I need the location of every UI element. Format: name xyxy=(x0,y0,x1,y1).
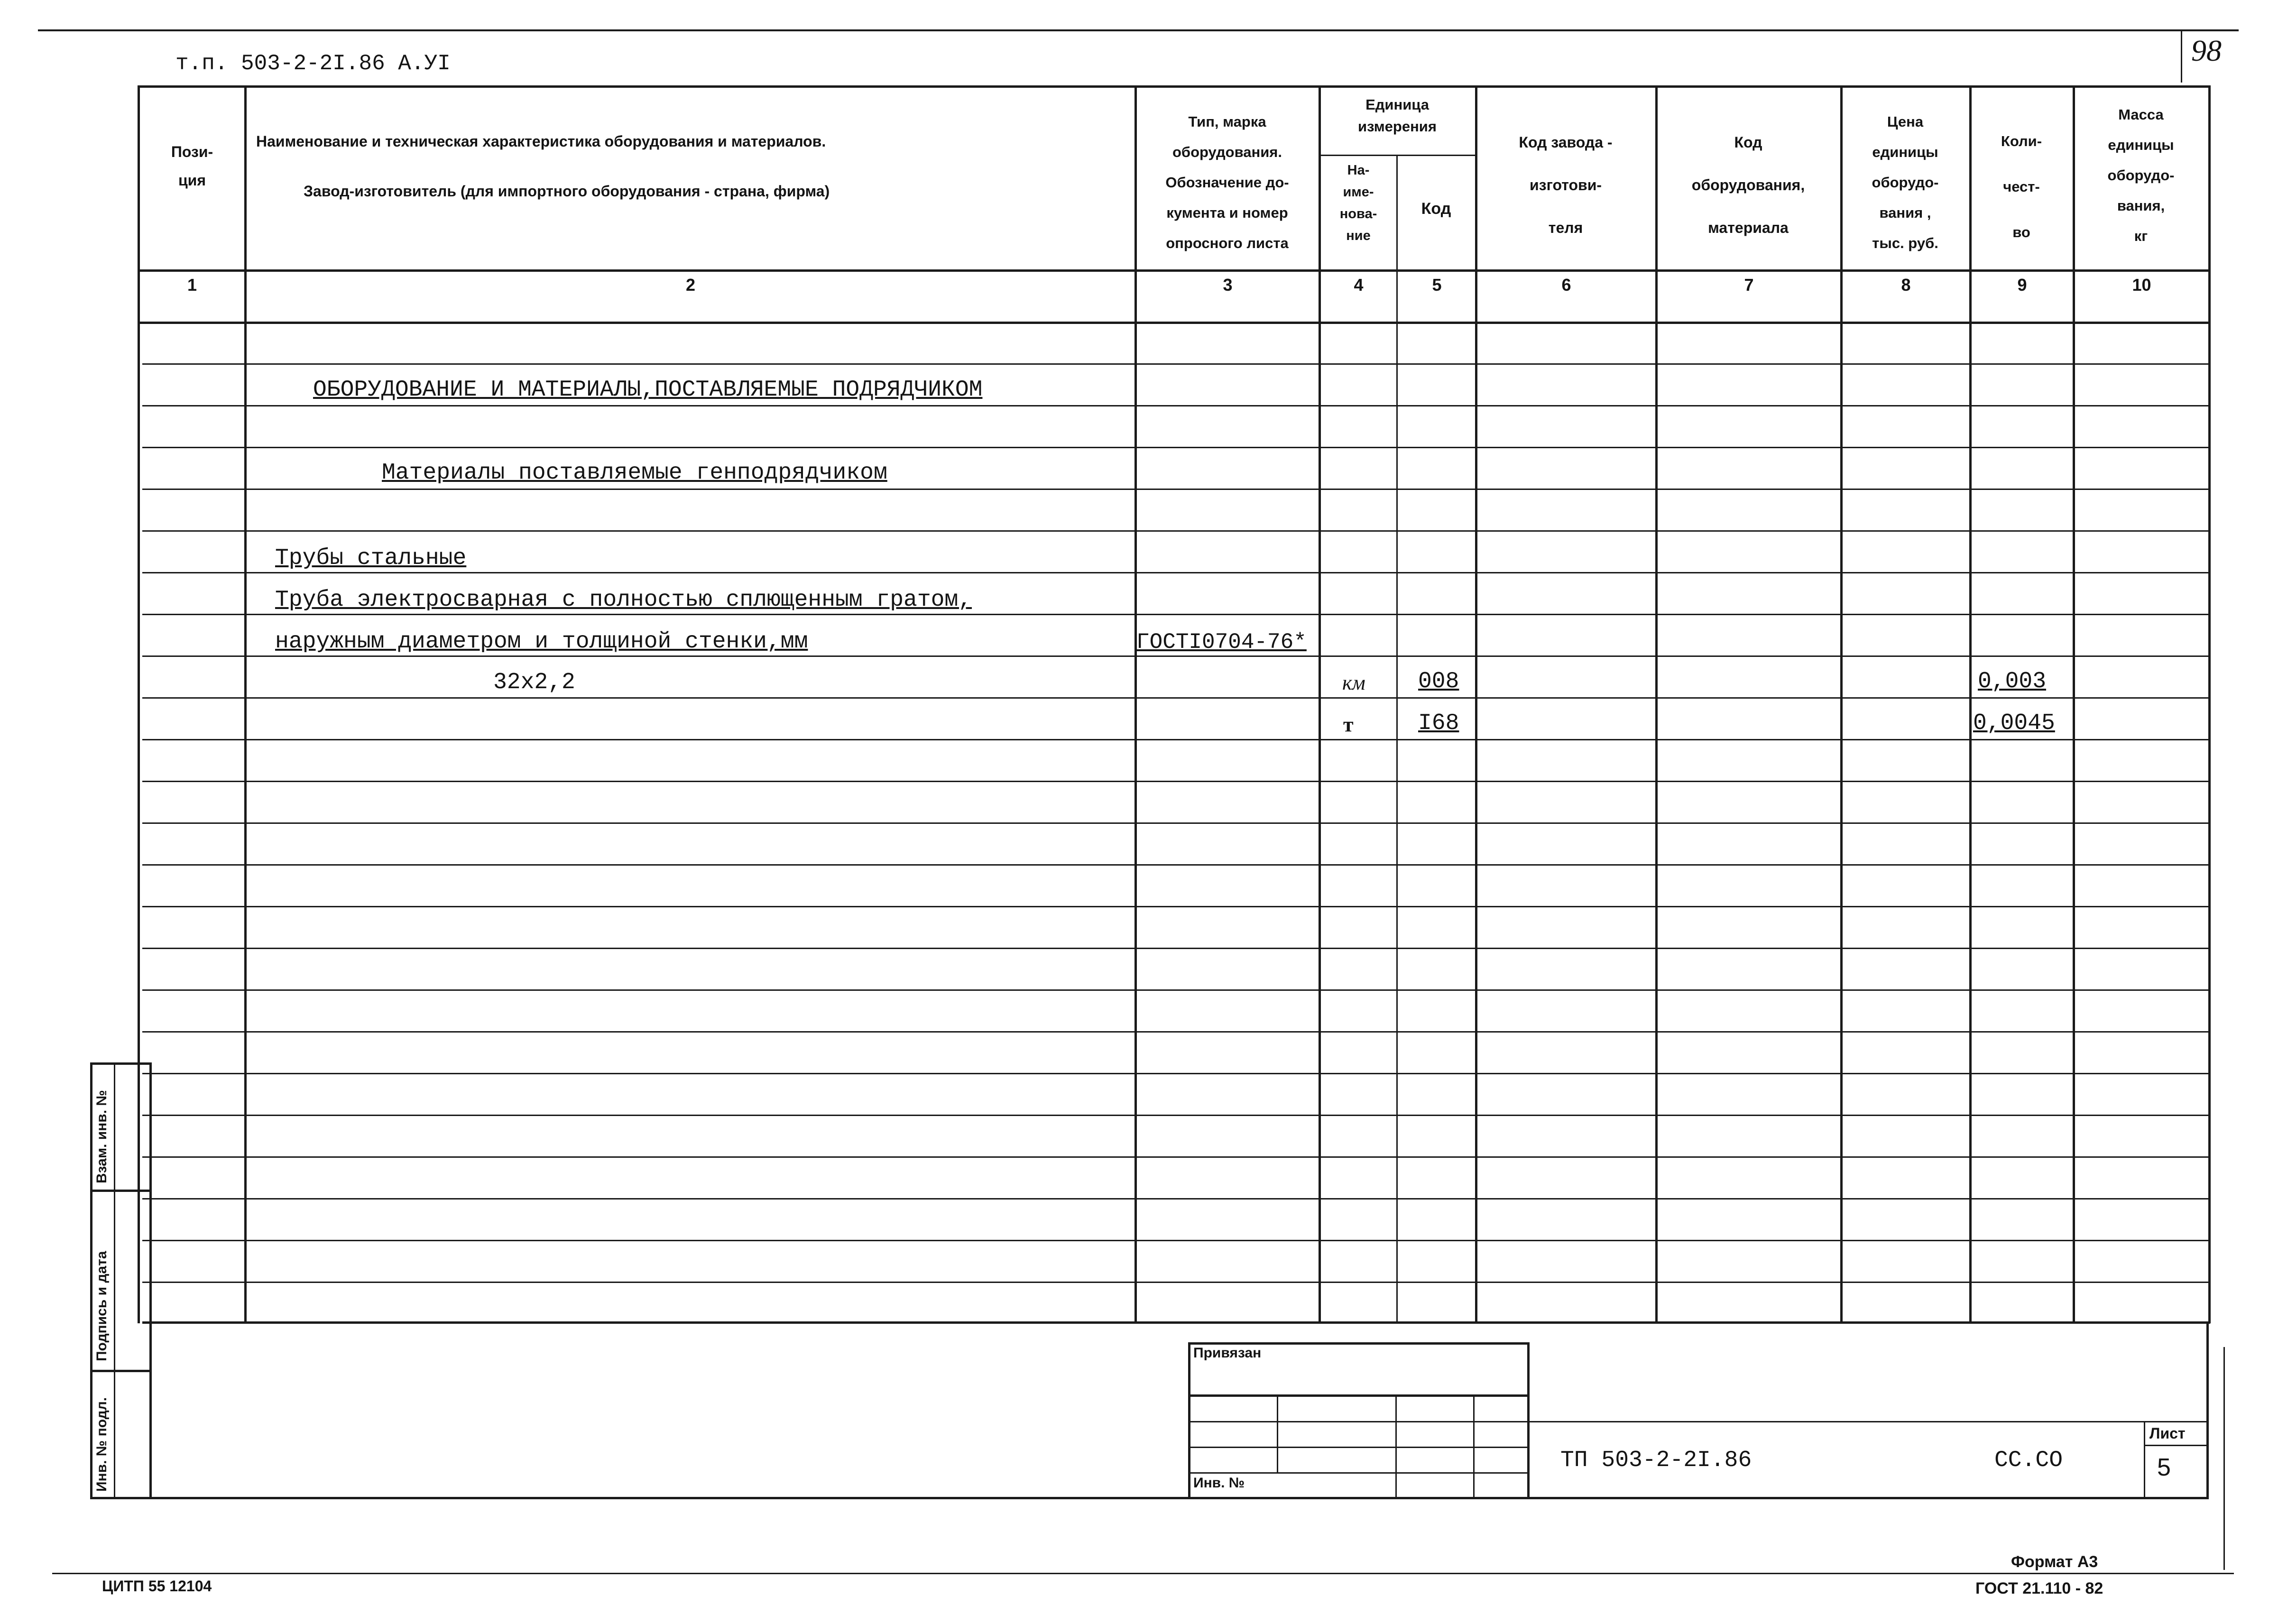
col-header-unit-group: Единица измерения xyxy=(1358,96,1437,135)
col-header-position: Пози- ция xyxy=(171,143,213,189)
right-edge-line xyxy=(2223,1347,2225,1570)
col-header-equipment-code: Код оборудования, материала xyxy=(1691,134,1805,236)
col-number-10: 10 xyxy=(2132,275,2151,295)
col-number-5: 5 xyxy=(1432,275,1442,295)
col-header-mass: Масса единицы оборудо- вания, кг xyxy=(2107,106,2175,244)
item-description-line2: наружным диаметром и толщиной стенки,мм xyxy=(275,629,808,655)
subsection-title: Материалы поставляемые генподрядчиком xyxy=(382,460,887,486)
publisher-code: ЦИТП 55 12104 xyxy=(102,1578,212,1595)
page-number: 98 xyxy=(2191,34,2222,67)
quantity-km: 0,003 xyxy=(1978,669,2047,694)
quantity-t: 0,0045 xyxy=(1973,710,2055,736)
footer-line xyxy=(52,1573,2234,1574)
col-header-type: Тип, марка оборудования. Обозначение до- кумента и номер опросного листа xyxy=(1165,113,1289,251)
unit-code-008: 008 xyxy=(1418,669,1459,694)
col-header-unit-name: На- име- нова- ние xyxy=(1339,163,1377,243)
col-header-unit-code: Код xyxy=(1421,200,1451,218)
item-size: 32х2,2 xyxy=(493,670,575,695)
sheet-code: СС.СО xyxy=(1994,1448,2063,1473)
group-title: Трубы стальные xyxy=(275,545,467,571)
col-number-1: 1 xyxy=(187,275,197,295)
item-description-line1: Труба электросварная с полностью сплющенным гратом, xyxy=(275,587,972,613)
doc-reference: т.п. 503-2-2I.86 А.УI xyxy=(175,51,451,76)
col-header-price: Цена единицы оборудо- вания , тыс. руб. xyxy=(1872,113,1939,251)
doc-code: ТП 503-2-2I.86 xyxy=(1560,1448,1752,1473)
bound-label: Привязан xyxy=(1193,1345,1262,1361)
unit-name-t: т xyxy=(1343,713,1354,736)
sheet-label: Лист xyxy=(2149,1425,2186,1442)
gost-label: ГОСТ 21.110 - 82 xyxy=(1975,1579,2103,1597)
unit-name-km: км xyxy=(1342,671,1365,694)
side-stamp-orig-inv: Инв. № подл. xyxy=(94,1397,110,1492)
col-header-manufacturer-code: Код завода - изготови- теля xyxy=(1519,134,1613,236)
section-title: ОБОРУДОВАНИЕ И МАТЕРИАЛЫ,ПОСТАВЛЯЕМЫЕ ПОДРЯДЧИКОМ xyxy=(313,377,983,403)
col-number-8: 8 xyxy=(1901,275,1911,295)
unit-code-168: I68 xyxy=(1418,710,1459,736)
inv-label: Инв. № xyxy=(1193,1475,1245,1491)
col-header-quantity: Коли- чест- во xyxy=(2001,133,2042,240)
format-label: Формат А3 xyxy=(2011,1553,2098,1571)
sheet-number: 5 xyxy=(2157,1454,2171,1481)
col-number-6: 6 xyxy=(1561,275,1571,295)
col-header-name-line1: Наименование и техническая характеристика оборудования и материалов. xyxy=(256,133,826,150)
side-stamp-replace-inv: Взам. инв. № xyxy=(94,1090,110,1183)
side-stamp-signature-date: Подпись и дата xyxy=(94,1251,110,1361)
col-number-2: 2 xyxy=(685,275,696,295)
col-header-name-line2: Завод-изготовитель (для импортного оборудования - страна, фирма) xyxy=(304,183,830,200)
col-number-3: 3 xyxy=(1223,275,1233,295)
col-number-4: 4 xyxy=(1354,275,1364,295)
col-number-9: 9 xyxy=(2017,275,2027,295)
item-standard: ГОСТI0704-76* xyxy=(1136,630,1307,655)
col-number-7: 7 xyxy=(1744,275,1754,295)
